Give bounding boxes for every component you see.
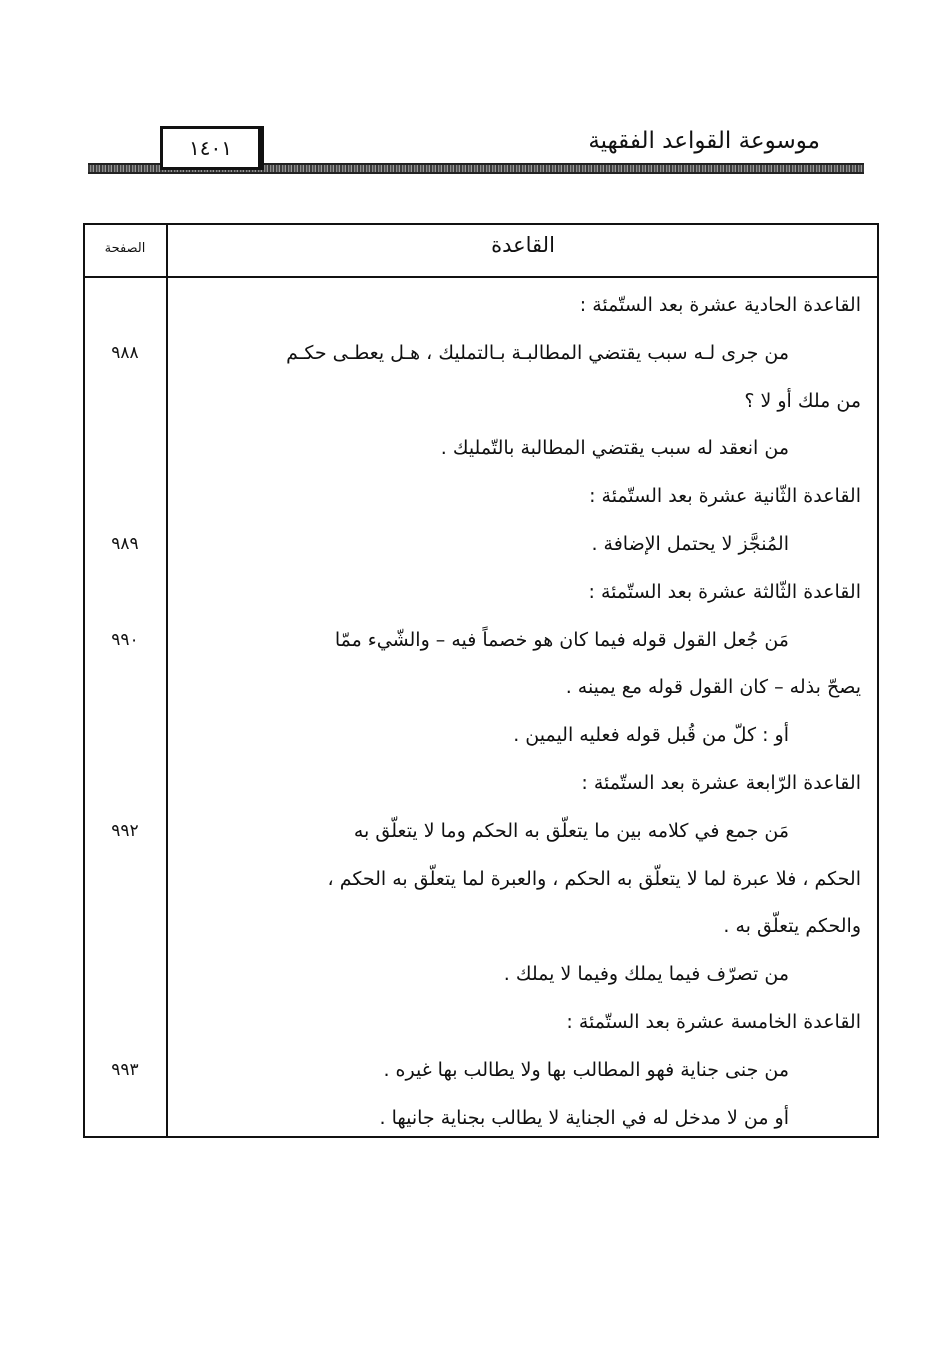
header-divider: [85, 276, 877, 278]
rule-text-line: والحكم يتعلّق به .: [723, 915, 861, 938]
page-reference: ٩٨٩: [111, 534, 139, 554]
column-header-rule: القاعدة: [491, 233, 555, 257]
rule-text-line: مَن جُعل القول قوله فيما كان هو خصماً فيه – والشّيء ممّا: [334, 628, 789, 651]
page-reference: ٩٨٨: [111, 342, 139, 363]
rule-text-line: يصحّ بذله – كان القول قوله مع يمينه .: [565, 676, 861, 699]
rule-text-line: من انعقد له سبب يقتضي المطالبة بالتّمليك .: [440, 437, 789, 460]
column-header-page: الصفحة: [104, 241, 146, 256]
page-number-box: [160, 126, 264, 170]
page-reference: ٩٩٣: [111, 1059, 139, 1080]
rule-heading: القاعدة الحادية عشرة بعد الستّمئة :: [579, 294, 861, 316]
page-reference: ٩٩٠: [111, 629, 139, 650]
rule-heading: القاعدة الخامسة عشرة بعد الستّمئة :: [566, 1011, 861, 1033]
rule-text-line: من ملك أو لا ؟: [744, 389, 861, 412]
rule-text-line: المُنجَّز لا يحتمل الإضافة .: [591, 533, 789, 555]
page-number: ١٤٠١: [189, 136, 232, 160]
rule-text-line: الحكم ، فلا عبرة لما لا يتعلّق به الحكم ، والعبرة لما يتعلّق به الحكم ،: [327, 867, 861, 890]
rules-table: [83, 223, 879, 1138]
rule-text-line: أو : كلّ من قُبل قوله فعليه اليمين .: [513, 724, 789, 747]
rule-text-line: أو من لا مدخل له في الجناية لا يطالب بجناية جانيها .: [379, 1106, 789, 1129]
rule-heading: القاعدة الثّالثة عشرة بعد الستّمئة :: [588, 580, 861, 603]
page-header-title: موسوعة القواعد الفقهية: [588, 128, 820, 154]
rule-text-line: من جنى جناية فهو المطالب بها ولا يطالب بها غيره .: [383, 1058, 789, 1081]
rule-heading: القاعدة الرّابعة عشرة بعد الستّمئة :: [581, 772, 861, 794]
rule-text-line: من تصرّف فيما يملك وفيما لا يملك .: [503, 963, 789, 986]
rule-heading: القاعدة الثّانية عشرة بعد الستّمئة :: [589, 485, 861, 508]
column-divider: [166, 225, 168, 1136]
rule-text-line: مَن جمع في كلامه بين ما يتعلّق به الحكم وما لا يتعلّق به: [353, 819, 789, 842]
page-reference: ٩٩٢: [111, 820, 139, 841]
rule-text-line: من جرى لـه سبب يقتضي المطالبـة بـالتمليك ، هـل يعطـى حكـم: [286, 341, 789, 364]
